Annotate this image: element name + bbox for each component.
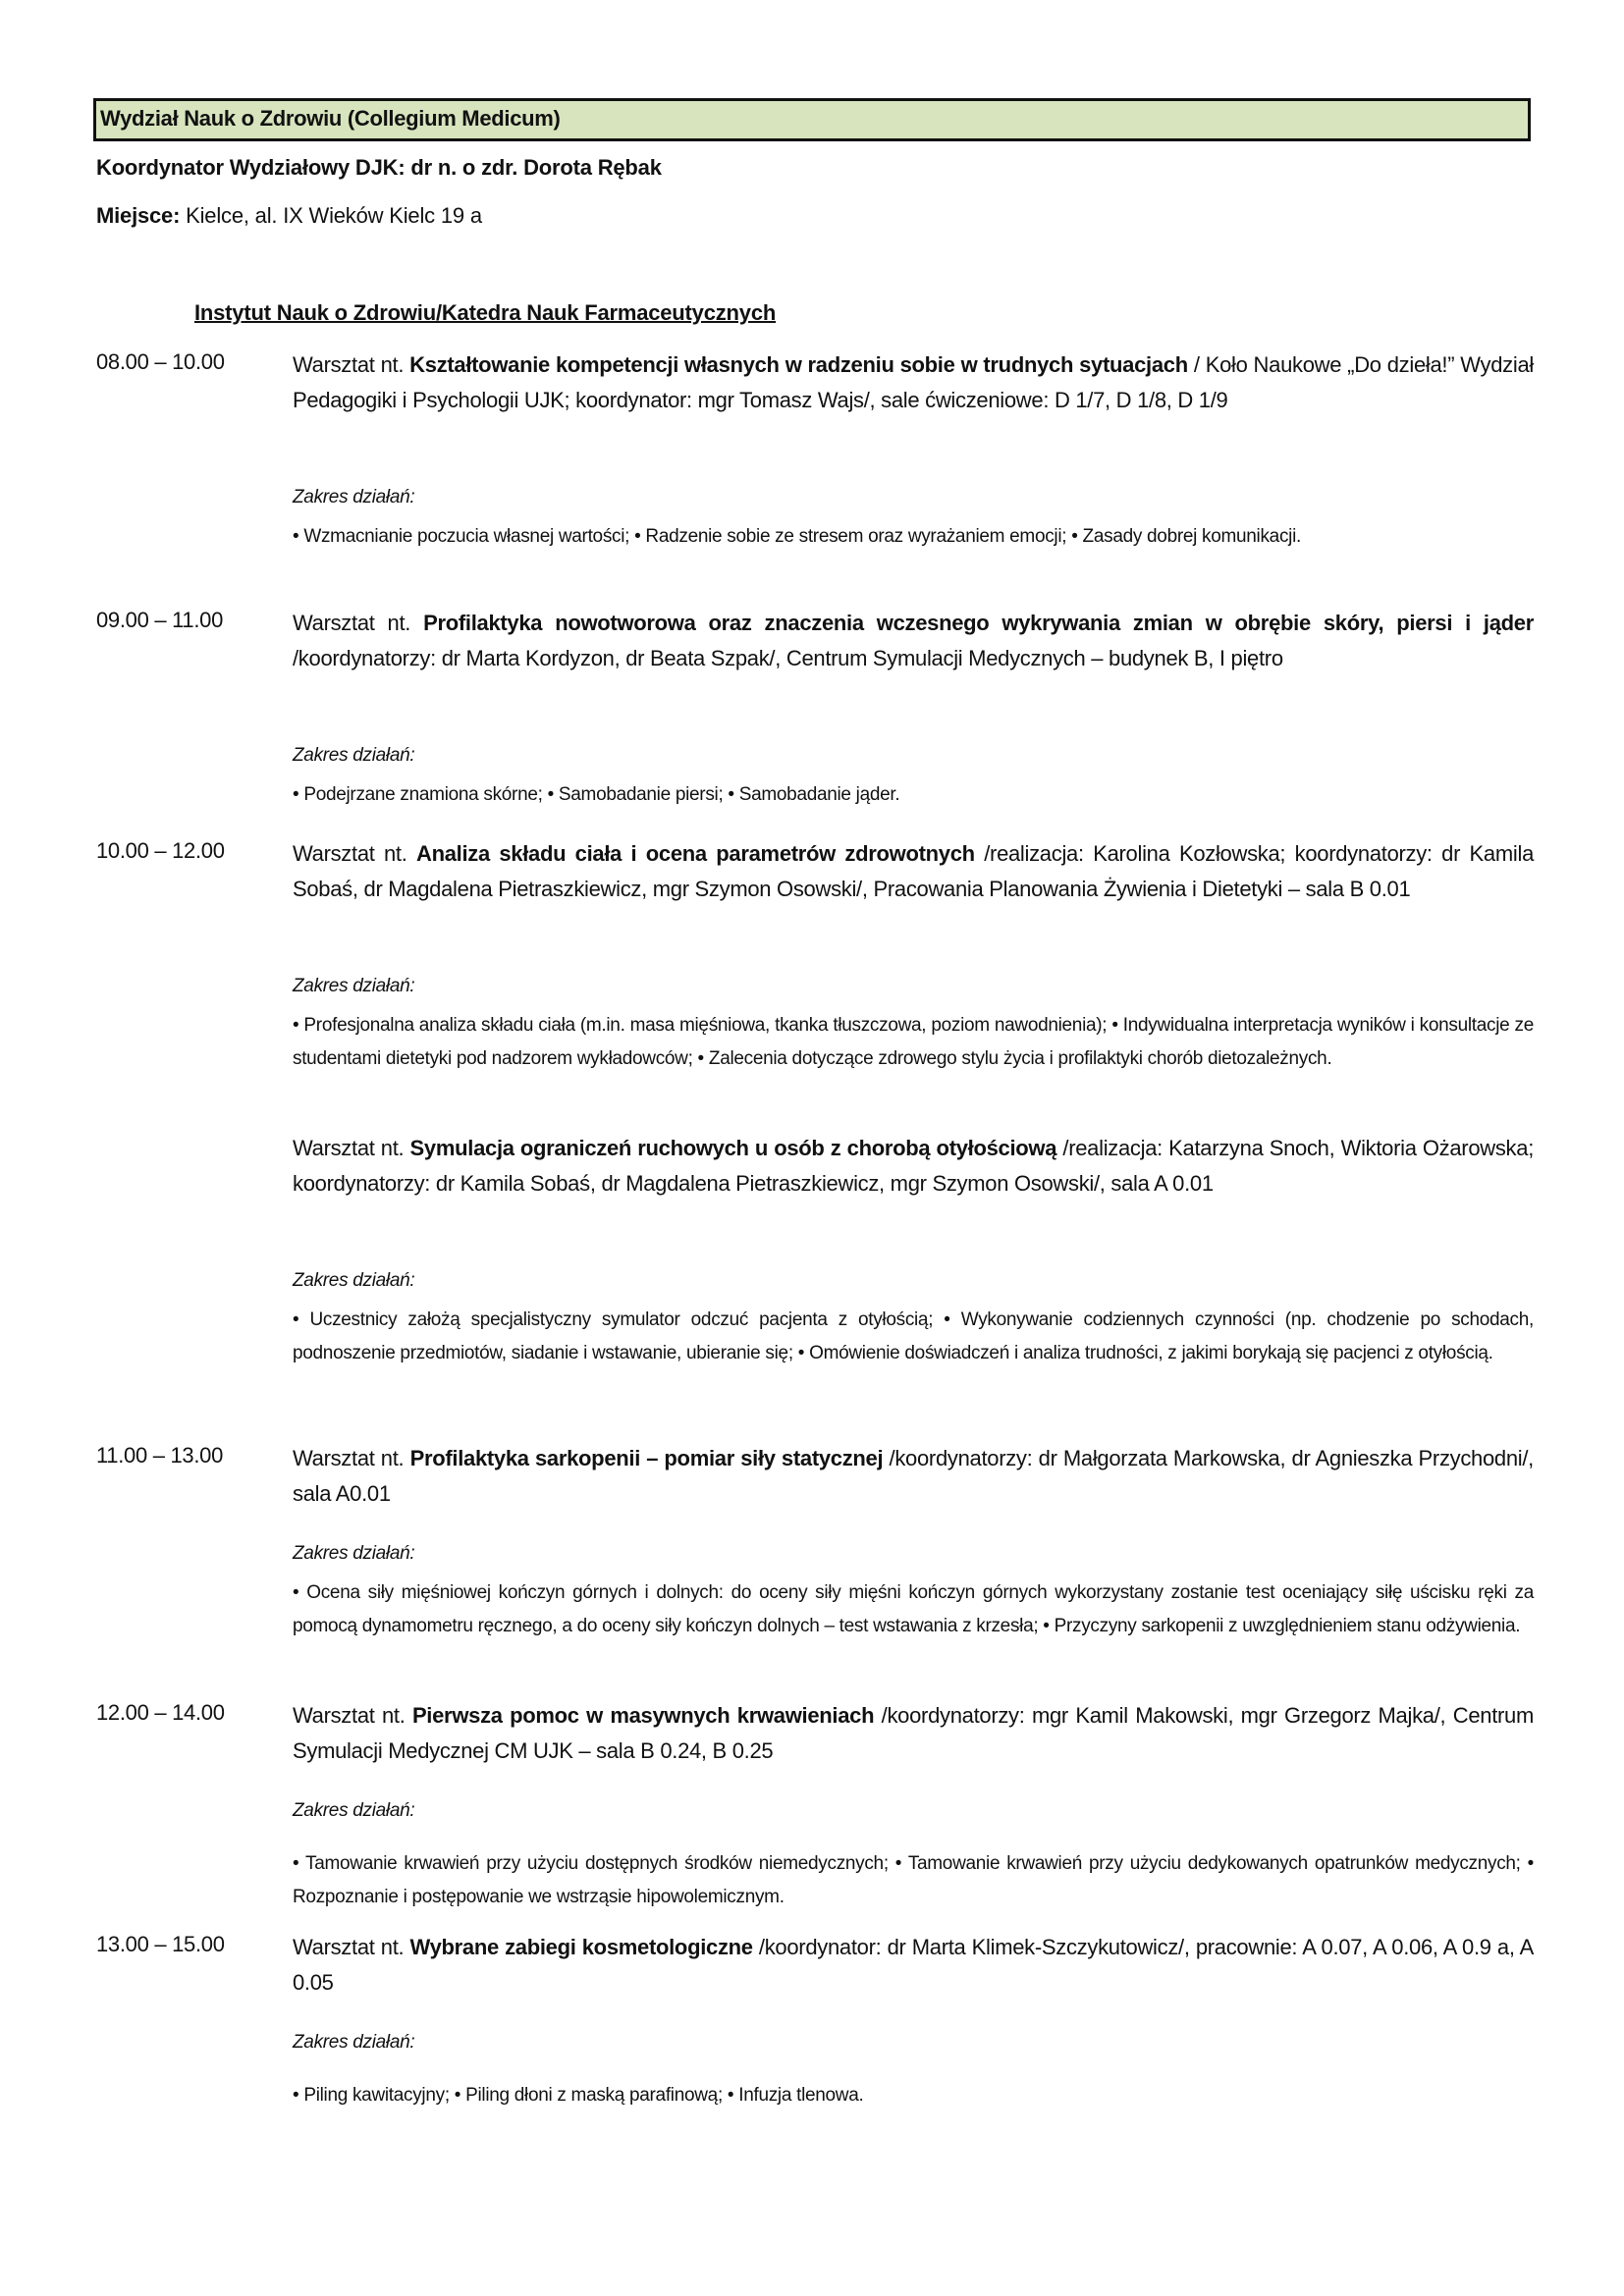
institute-heading: Instytut Nauk o Zdrowiu/Katedra Nauk Farmaceutycznych [194, 300, 777, 325]
entry-description: Warsztat nt. Profilaktyka sarkopenii – pomiar siły statycznej /koordynatorzy: dr Małgorzata Markowska, dr Agnieszka Przychodni/, sala A0.01 [293, 1446, 1534, 1506]
entry-time: 10.00 – 12.00 [96, 838, 225, 863]
entry-description: Warsztat nt. Wybrane zabiegi kosmetologiczne /koordynator: dr Marta Klimek-Szczykutowicz/, pracownie: A 0.07, A 0.06, A 0.9 a, A 0.05 [293, 1935, 1534, 1995]
entry-description: Warsztat nt. Profilaktyka nowotworowa oraz znaczenia wczesnego wykrywania zmian w obrębie skóry, piersi i jąder /koordynatorzy: dr Marta Kordyzon, dr Beata Szpak/, Centrum Symulacji Medycznych – budynek B, I piętro [293, 611, 1534, 670]
entry-time: 13.00 – 15.00 [96, 1932, 225, 1956]
place-label: Miejsce: [96, 203, 181, 228]
faculty-header-box [93, 98, 1531, 141]
scope-bullets: • Uczestnicy założą specjalistyczny symulator odczuć pacjenta z otyłością; • Wykonywanie codziennych czynności (np. chodzenie po schodach, podnoszenie przedmiotów, siadanie i wstawanie, ubieranie się; • Omówienie doświadczeń i analiza trudności, z jakimi borykają się pacjenci z otyłością. [293, 1309, 1534, 1363]
scope-label: Zakres działań: [293, 487, 415, 507]
entry-time: 08.00 – 10.00 [96, 349, 225, 374]
workshop-title: Wybrane zabiegi kosmetologiczne [409, 1935, 753, 1959]
entry-description: Warsztat nt. Analiza składu ciała i ocena parametrów zdrowotnych /realizacja: Karolina Kozłowska; koordynatorzy: dr Kamila Sobaś, dr Magdalena Pietraszkiewicz, mgr Szymon Osowski/, Pracowania Planowania Żywienia i Dietetyki – sala B 0.01 [293, 841, 1535, 901]
scope-label: Zakres działań: [293, 2032, 415, 2053]
scope-label: Zakres działań: [293, 745, 415, 766]
entry-description: Warsztat nt. Pierwsza pomoc w masywnych krwawieniach /koordynatorzy: mgr Kamil Makowski, mgr Grzegorz Majka/, Centrum Symulacji Medycznej CM UJK – sala B 0.24, B 0.25 [293, 1703, 1534, 1763]
workshop-title: Analiza składu ciała i ocena parametrów zdrowotnych [416, 841, 975, 866]
scope-bullets: • Profesjonalna analiza składu ciała (m.in. masa mięśniowa, tkanka tłuszczowa, poziom nawodnienia); • Indywidualna interpretacja wyników i konsultacje ze studentami dietetyki pod nadzorem wykładowców; • Zalecenia dotyczące zdrowego stylu życia i profilaktyki chorób dietozależnych. [293, 1015, 1534, 1069]
scope-bullets: • Wzmacnianie poczucia własnej wartości; • Radzenie sobie ze stresem oraz wyrażaniem emocji; • Zasady dobrej komunikacji. [293, 526, 1301, 547]
scope-bullets: • Piling kawitacyjny; • Piling dłoni z maską parafinową; • Infuzja tlenowa. [293, 2085, 864, 2106]
scope-bullets: • Podejrzane znamiona skórne; • Samobadanie piersi; • Samobadanie jąder. [293, 784, 900, 805]
scope-label: Zakres działań: [293, 1270, 415, 1291]
place-value: Kielce, al. IX Wieków Kielc 19 a [180, 203, 482, 228]
entry-description: Warsztat nt. Symulacja ograniczeń ruchowych u osób z chorobą otyłościową /realizacja: Katarzyna Snoch, Wiktoria Ożarowska; koordynatorzy: dr Kamila Sobaś, dr Magdalena Pietraszkiewicz, mgr Szymon Osowski/, sala A 0.01 [293, 1136, 1535, 1196]
workshop-title: Profilaktyka nowotworowa oraz znaczenia wczesnego wykrywania zmian w obrębie skóry, piersi i jąder [423, 611, 1534, 635]
workshop-title: Pierwsza pomoc w masywnych krwawieniach [411, 1703, 875, 1728]
entry-time: 09.00 – 11.00 [96, 608, 224, 632]
entry-time: 11.00 – 13.00 [96, 1443, 224, 1468]
faculty-title: Wydział Nauk o Zdrowiu (Collegium Medicum) [100, 106, 561, 131]
scope-bullets: • Tamowanie krwawień przy użyciu dostępnych środków niemedycznych; • Tamowanie krwawień przy użyciu dedykowanych opatrunków medycznych; • Rozpoznanie i postępowanie we wstrząsie hipowolemicznym. [293, 1853, 1534, 1907]
entry-description: Warsztat nt. Kształtowanie kompetencji własnych w radzeniu sobie w trudnych sytuacjach / Koło Naukowe „Do dzieła!” Wydział Pedagogiki i Psychologii UJK; koordynator: mgr Tomasz Wajs/, sale ćwiczeniowe: D 1/7, D 1/8, D 1/9 [293, 352, 1534, 412]
scope-label: Zakres działań: [293, 1800, 415, 1821]
faculty-coordinator: Koordynator Wydziałowy DJK: dr n. o zdr. Dorota Rębak [96, 155, 662, 180]
scope-label: Zakres działań: [293, 976, 415, 996]
place-line [96, 203, 482, 229]
workshop-title: Kształtowanie kompetencji własnych w radzeniu sobie w trudnych sytuacjach [409, 352, 1188, 377]
scope-label: Zakres działań: [293, 1543, 415, 1564]
workshop-title: Profilaktyka sarkopenii – pomiar siły statycznej [409, 1446, 884, 1470]
scope-bullets: • Ocena siły mięśniowej kończyn górnych i dolnych: do oceny siły mięśni kończyn górnych wykorzystany zostanie test oceniający siłę uścisku ręki za pomocą dynamometru ręcznego, a do oceny siły kończyn dolnych – test wstawania z krzesła; • Przyczyny sarkopenii z uwzględnieniem stanu odżywienia. [293, 1582, 1534, 1636]
workshop-title: Symulacja ograniczeń ruchowych u osób z chorobą otyłościową [409, 1136, 1057, 1160]
entry-time: 12.00 – 14.00 [96, 1700, 225, 1725]
